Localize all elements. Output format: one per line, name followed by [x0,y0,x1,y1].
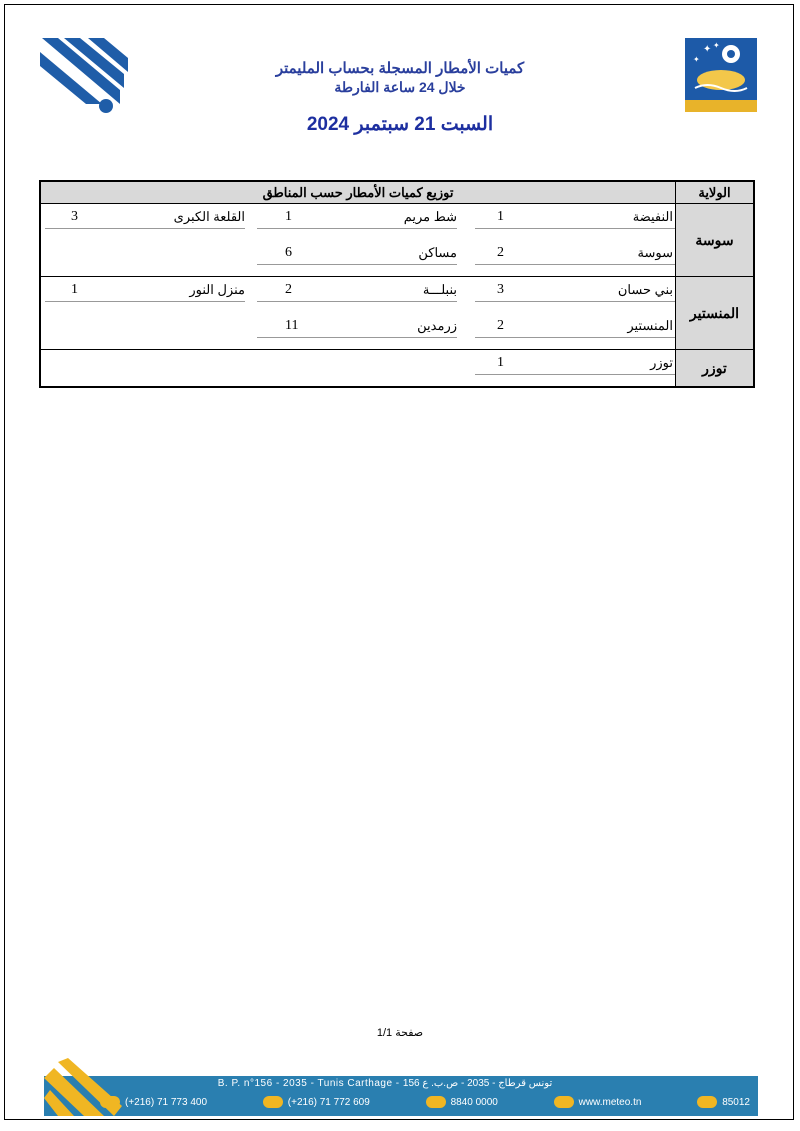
station-name: القلعة الكبرى [173,209,245,224]
heart-phone-icon [426,1096,446,1108]
station-name: منزل النور [189,282,245,297]
row-underline [45,301,245,302]
contact-fax [263,1092,370,1112]
phone-icon [100,1096,120,1108]
rainfall-value: 3 [497,282,504,297]
contact-website[interactable] [554,1092,642,1112]
station-name: المنستير [627,318,673,333]
governorate-block [41,204,753,277]
governorate-block [41,350,753,386]
rainfall-value: 1 [497,209,504,224]
title-line-2: خلال 24 ساعة الفارطة [334,79,466,95]
station-name: توزر [650,355,673,370]
station-name: زرمدين [417,318,457,333]
station-name: مساكن [418,245,457,260]
svg-text:✦: ✦ [703,44,712,55]
fax-number: (+216) 71 772 609 [287,1096,370,1108]
governorate-name: المنستير [675,277,753,349]
sms-icon [697,1096,717,1108]
contact-phone [100,1092,207,1112]
station-name: سوسة [637,245,673,260]
report-date: السبت 21 سبتمبر 2024 [306,114,494,135]
row-underline [257,301,457,302]
row-underline [45,228,245,229]
row-underline [257,337,457,338]
globe-icon [554,1096,574,1108]
website-link[interactable]: www.meteo.tn [578,1096,642,1108]
header-zones: توزيع كميات الأمطار حسب المناطق [262,185,454,200]
row-underline [257,264,457,265]
rainfall-value: 1 [497,355,504,370]
contact-green-number [426,1092,498,1112]
rainfall-table [39,180,755,388]
row-underline [475,228,675,229]
row-underline [475,374,675,375]
table-row [41,277,675,313]
rainfall-value: 11 [285,318,299,333]
table-row [41,204,675,240]
rainfall-value: 2 [285,282,292,297]
table-row [41,350,675,386]
governorate-name: سوسة [675,204,753,276]
institute-seal-logo [685,38,757,112]
seal-emblem-icon [685,38,757,100]
seal-band [685,100,757,112]
rainfall-value: 2 [497,245,504,260]
station-name: بنبلـــة [422,282,457,297]
table-row [41,240,675,276]
page-number: صفحة 1/1 [376,1027,424,1039]
governorate-block [41,277,753,350]
governorate-rows [41,204,675,276]
table-body [41,204,753,386]
title-line-1: كميات الأمطار المسجلة بحساب المليمتر [275,60,525,77]
row-underline [475,264,675,265]
green-number: 8840 0000 [450,1096,498,1108]
rainfall-value: 6 [285,245,292,260]
table-header [41,182,753,204]
footer-contacts [100,1092,750,1112]
page-frame [4,4,794,1120]
station-name: النفيضة [632,209,673,224]
phone-number: (+216) 71 773 400 [125,1096,208,1108]
rainfall-value: 1 [71,282,78,297]
fax-icon [263,1096,283,1108]
svg-text:✦: ✦ [693,55,700,64]
header-governorate: الولاية [675,182,753,203]
row-underline [475,301,675,302]
governorate-rows [41,350,675,386]
row-underline [475,337,675,338]
institute-stripes-logo [40,38,130,114]
svg-text:✦: ✦ [713,41,720,50]
contact-sms [697,1092,750,1112]
rainfall-value: 3 [71,209,78,224]
report-title [190,60,610,96]
footer-address: B. P. n°156 - 2035 - Tunis Carthage - تونس قرطاج - 2035 - ص.ب. ع 156 [217,1078,553,1089]
governorate-rows [41,277,675,349]
rainfall-value: 2 [497,318,504,333]
station-name: بني حسان [617,282,673,297]
sms-number: 85012 [722,1096,750,1108]
row-underline [257,228,457,229]
rainfall-value: 1 [285,209,292,224]
station-name: شط مريم [403,209,457,224]
table-row [41,313,675,349]
governorate-name: توزر [675,350,753,386]
